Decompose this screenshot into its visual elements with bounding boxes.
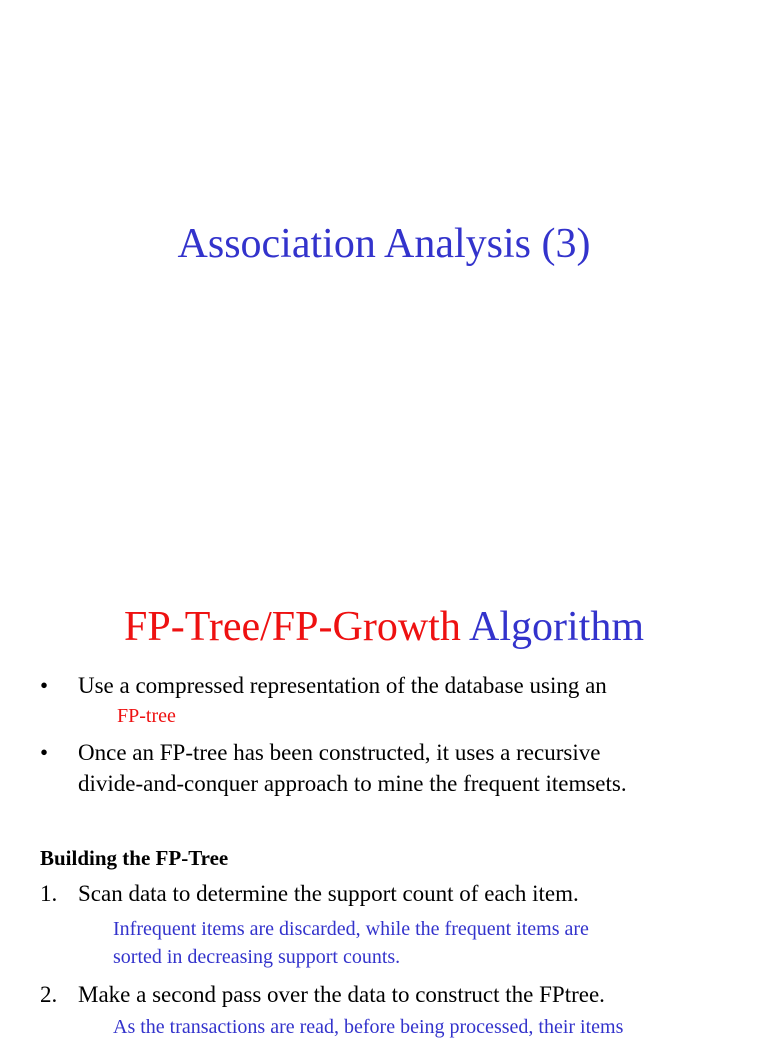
step-note-line: As the transactions are read, before being processed, their items [113,1016,624,1038]
step-note-line: Infrequent items are discarded, while the frequent items are [113,918,589,940]
step-text: Scan data to determine the support count of each item. [78,881,579,906]
section-slide-heading [0,601,768,653]
step-note-line: sorted in decreasing support counts. [113,946,401,968]
bullet-text-line: Once an FP-tree has been constructed, it uses a recursive [78,740,601,765]
bullet-text: Use a compressed representation of the database using an [78,673,607,698]
step-text: Make a second pass over the data to construct the FPtree. [78,982,605,1007]
step-number: 1. [40,881,58,906]
heading-red-part: FP-Tree/FP-Growth [123,604,461,650]
bullet-marker: • [40,673,49,698]
bullet-subtext: FP-tree [117,705,176,727]
slide-title: Association Analysis (3) [177,221,591,267]
heading-blue-part: Algorithm [469,604,645,650]
bullet-text-line: divide-and-conquer approach to mine the frequent itemsets. [78,771,627,796]
step-number: 2. [40,982,58,1007]
bullet-marker: • [40,740,49,765]
section-title: Building the FP-Tree [40,846,229,870]
